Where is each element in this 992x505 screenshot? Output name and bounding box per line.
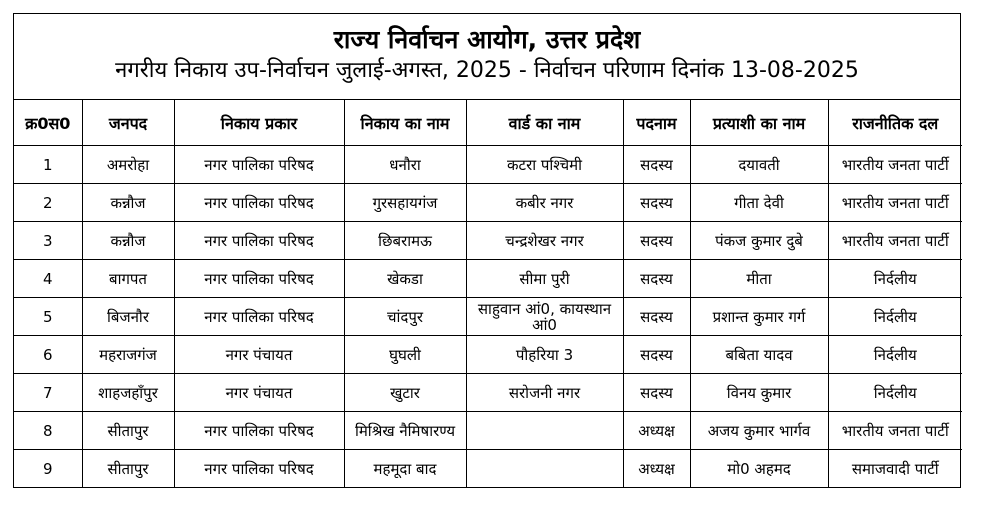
table-cell: सीतापुर <box>82 450 174 488</box>
table-cell: नगर पंचायत <box>174 374 344 412</box>
table-cell: अजय कुमार भार्गव <box>690 412 828 450</box>
results-table <box>14 100 962 487</box>
table-cell: सरोजनी नगर <box>466 374 623 412</box>
table-cell: बागपत <box>82 260 174 298</box>
table-cell: नगर पालिका परिषद <box>174 146 344 184</box>
table-cell: कटरा पश्चिमी <box>466 146 623 184</box>
table-cell: 3 <box>14 222 82 260</box>
table-cell: महमूदा बाद <box>344 450 466 488</box>
table-cell: 9 <box>14 450 82 488</box>
column-header: प्रत्याशी का नाम <box>690 100 828 146</box>
table-cell: मिश्रिख नैमिषारण्य <box>344 412 466 450</box>
table-cell: नगर पंचायत <box>174 336 344 374</box>
table-cell: सदस्य <box>623 374 690 412</box>
table-row <box>14 374 962 412</box>
table-cell: साहुवान आं0, कायस्थान आं0 <box>466 298 623 336</box>
table-cell: 4 <box>14 260 82 298</box>
column-header: क्र0स0 <box>14 100 82 146</box>
table-cell <box>466 412 623 450</box>
table-cell: निर्दलीय <box>828 260 962 298</box>
table-row <box>14 412 962 450</box>
table-cell: बबिता यादव <box>690 336 828 374</box>
table-cell: छिबरामऊ <box>344 222 466 260</box>
table-cell: मीता <box>690 260 828 298</box>
table-cell: चन्द्रशेखर नगर <box>466 222 623 260</box>
page-subtitle: नगरीय निकाय उप-निर्वाचन जुलाई-अगस्त, 2025 - निर्वाचन परिणाम दिनांक 13-08-2025 <box>115 58 859 83</box>
column-header: जनपद <box>82 100 174 146</box>
table-cell: मो0 अहमद <box>690 450 828 488</box>
table-row <box>14 450 962 488</box>
sheet-header <box>14 14 960 100</box>
table-cell: खुटार <box>344 374 466 412</box>
table-cell: नगर पालिका परिषद <box>174 184 344 222</box>
table-cell: महराजगंज <box>82 336 174 374</box>
column-header: पदनाम <box>623 100 690 146</box>
table-cell: गीता देवी <box>690 184 828 222</box>
table-row <box>14 260 962 298</box>
table-cell: घुघली <box>344 336 466 374</box>
table-cell: गुरसहायगंज <box>344 184 466 222</box>
table-cell: धनौरा <box>344 146 466 184</box>
table-cell: पंकज कुमार दुबे <box>690 222 828 260</box>
table-cell: 8 <box>14 412 82 450</box>
column-header: निकाय प्रकार <box>174 100 344 146</box>
column-header: वार्ड का नाम <box>466 100 623 146</box>
table-cell: सदस्य <box>623 222 690 260</box>
table-row <box>14 298 962 336</box>
table-cell: 7 <box>14 374 82 412</box>
table-cell: शाहजहाँपुर <box>82 374 174 412</box>
table-cell: नगर पालिका परिषद <box>174 412 344 450</box>
table-cell: सदस्य <box>623 336 690 374</box>
table-cell: नगर पालिका परिषद <box>174 450 344 488</box>
table-cell: नगर पालिका परिषद <box>174 222 344 260</box>
table-cell: सीमा पुरी <box>466 260 623 298</box>
table-cell: पौहरिया 3 <box>466 336 623 374</box>
table-cell: निर्दलीय <box>828 374 962 412</box>
table-cell: कन्नौज <box>82 222 174 260</box>
table-cell: सदस्य <box>623 298 690 336</box>
table-row <box>14 146 962 184</box>
table-cell: अध्यक्ष <box>623 450 690 488</box>
table-cell: भारतीय जनता पार्टी <box>828 222 962 260</box>
table-cell <box>466 450 623 488</box>
table-cell: अध्यक्ष <box>623 412 690 450</box>
table-cell: चांदपुर <box>344 298 466 336</box>
column-header: राजनीतिक दल <box>828 100 962 146</box>
table-cell: नगर पालिका परिषद <box>174 298 344 336</box>
table-cell: बिजनौर <box>82 298 174 336</box>
table-cell: भारतीय जनता पार्टी <box>828 146 962 184</box>
table-cell: समाजवादी पार्टी <box>828 450 962 488</box>
table-cell: सदस्य <box>623 260 690 298</box>
table-cell: 1 <box>14 146 82 184</box>
table-cell: सीतापुर <box>82 412 174 450</box>
table-cell: सदस्य <box>623 146 690 184</box>
table-cell: दयावती <box>690 146 828 184</box>
table-cell: निर्दलीय <box>828 336 962 374</box>
table-cell: 2 <box>14 184 82 222</box>
table-cell: सदस्य <box>623 184 690 222</box>
column-header: निकाय का नाम <box>344 100 466 146</box>
table-cell: कन्नौज <box>82 184 174 222</box>
table-cell: 5 <box>14 298 82 336</box>
results-sheet <box>13 13 961 488</box>
table-cell: निर्दलीय <box>828 298 962 336</box>
table-cell: विनय कुमार <box>690 374 828 412</box>
table-header-row <box>14 100 962 146</box>
page-title: राज्य निर्वाचन आयोग, उत्तर प्रदेश <box>333 25 641 54</box>
table-cell: भारतीय जनता पार्टी <box>828 184 962 222</box>
table-cell: खेकडा <box>344 260 466 298</box>
table-row <box>14 222 962 260</box>
table-cell: 6 <box>14 336 82 374</box>
table-cell: नगर पालिका परिषद <box>174 260 344 298</box>
table-row <box>14 336 962 374</box>
table-row <box>14 184 962 222</box>
table-cell: प्रशान्त कुमार गर्ग <box>690 298 828 336</box>
table-cell: भारतीय जनता पार्टी <box>828 412 962 450</box>
table-cell: कबीर नगर <box>466 184 623 222</box>
table-cell: अमरोहा <box>82 146 174 184</box>
